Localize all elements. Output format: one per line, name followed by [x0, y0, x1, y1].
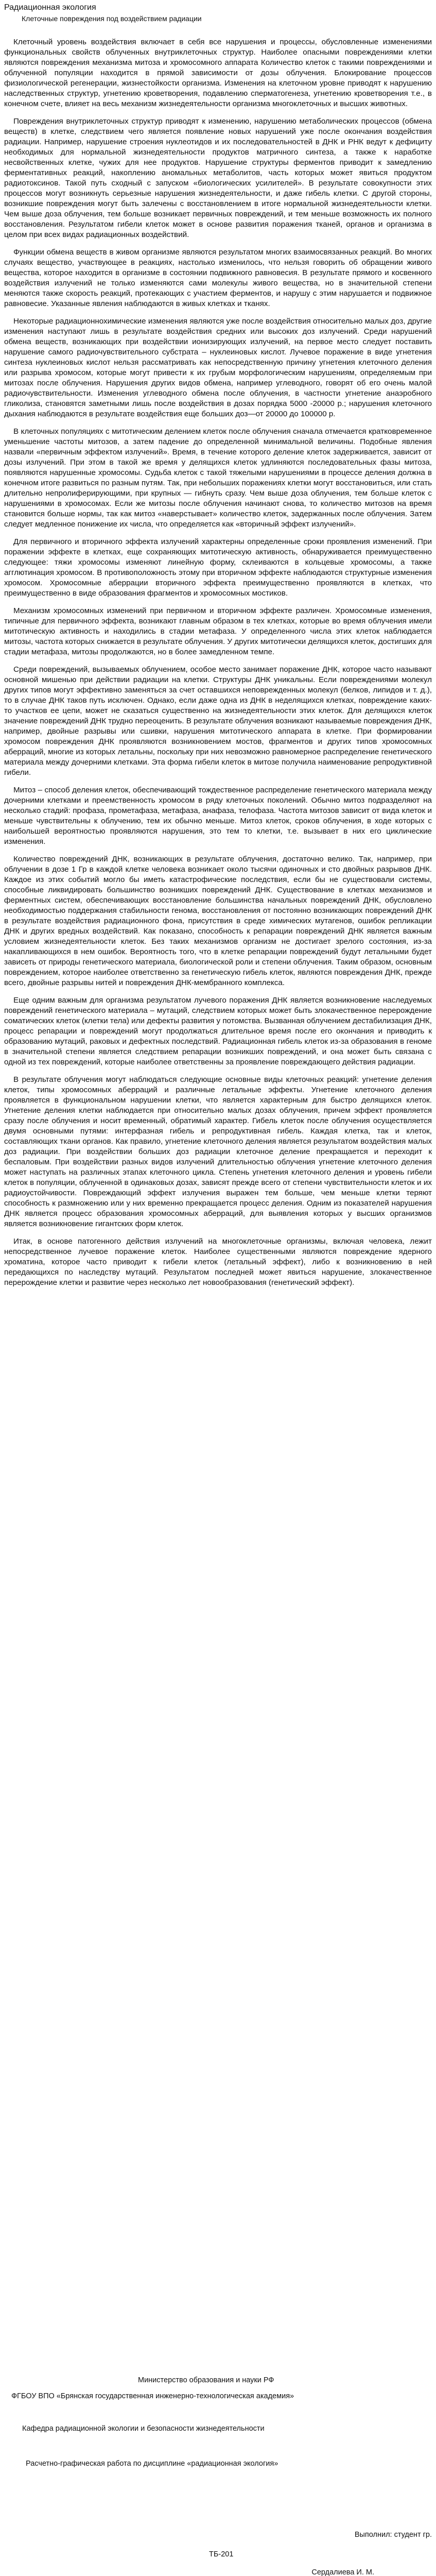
paragraph: Количество повреждений ДНК, возникающих в результате облучения, достаточно велико. Так, например, при облучении в дозе 1 Гр в каждой клетке человека возникает около тысячи одиночных и сто двойных разрывов ДНК. Каждое из этих событий могло бы иметь катастрофические последствия, если бы не существовали системы, способные ликвидировать большинство возникших повреждений ДНК. Существование в клетках механизмов и ферментных систем, обеспечивающих восстановление большинства начальных повреждений ДНК, обусловлено необходимостью поддержания стабильности генома, восстановления от постоянно возникающих повреждений ДНК в результате воздействия радиационного фона, присутствия в среде химических мутагенов, ошибок репликации ДНК и других вредных воздействий. Как показано, способность к репарации повреждений ДНК является важным условием жизнедеятельности клеток. Без таких механизмов организм не достигает зрелого состояния, из-за накапливающихся в нем ошибок. Вероятность того, что в клетке репарации повреждений будут летальными будет зависеть от природы генетического материала, биологической роли и степени облучения. Таким образом, основным повреждением, которое наиболее ответственно за генетическую гибель клеток, являются повреждения ДНК, прежде всего, двойные разрывы нитей и повреждения ДНК-мембранного комплекса. — [4, 855, 432, 987]
paragraph: Механизм хромосомных изменений при первичном и вторичном эффекте различен. Хромосомные изменения, типичные для первичного эффекта, возникают главным образом в тех клетках, которые во время облучения имели митотическую активность и находились в стадии метафаза. У определенного числа этих клеток наблюдается митозы, частота которых снижается в результате облучения. У других митотически делящихся клеток, достигших для стадии метафаза, митозы продолжаются, но в более замедленном темпе. — [4, 606, 432, 656]
paragraph: Среди повреждений, вызываемых облучением, особое место занимает поражение ДНК, которое часто называют основной мишенью при действии радиации на клетки. Структуры ДНК уникальны. Если повреждениями молекул других типов могут эффективно заменяться за счет оставшихся неповрежденных молекул (белков, липидов и т. д.), то в случае ДНК таков путь исключен. Однако, если даже одна из ДНК в неделящихся клетках, повреждение каких-то участков ее цепи, может не сказаться существенно на жизнедеятельности этих клеток. Для делящихся клеток значение повреждений ДНК трудно переоценить. В результате облучения возникают называемые повреждения ДНК, например, двойные разрывы или сшивки, нарушения митотического аппарата в клетке. При формировании хромосом повреждения ДНК проявляются возникновением мостов, фрагментов и других типов хромосомных аберраций, многие из которых летальны, поскольку при них невозможно равномерное распределение генетического материала между дочерними клетками. Эта форма гибели клеток в митозе получила наименование репродуктивной гибели. — [4, 665, 432, 777]
paragraph: Митоз – способ деления клеток, обеспечивающий тождественное распределение генетического материала между дочерними клетками и преемственность хромосом в ряду клеточных поколений. Обычно митоз подразделяют на несколько стадий: профаза, прометафаза, метафаза, анафаза, телофаза. Частота митозов зависит от вида клеток и меньше чувствительны к облучению, тем их обычно меньше. Митоз клеток, сроков облучения, в ходе которых с наибольшей вероятностью проявляются нарушения, это тем то клетки, т.е. вызывает в них его циклические изменения. — [4, 786, 432, 846]
student-name: Сердалиева И. М. — [311, 2568, 374, 2576]
body-text — [4, 37, 432, 1288]
ministry-line: Министерство образования и науки РФ — [138, 2376, 274, 2384]
paragraph: Для первичного и вторичного эффекта излучений характерны определенные сроки проявления изменений. При поражении эффекте в клетках, еще сохраняющих митотическую активность, обнаруживается преимущественно следующее: тяжи хромосомы изменяют линейную форму, склеиваются в кольцевые хромосомы, а также агглютинация хромосом. В противоположность этому при вторичном эффекте наблюдаются структурные изменения хромосом. Хромосомные аберрации вторичного эффекта преимущественно проявляются в клетках, что преимущественно в виде образования фрагментов и хромосомных мостиков. — [4, 537, 432, 598]
paragraph: Итак, в основе патогенного действия излучений на многоклеточные организмы, включая человека, лежит непосредственное лучевое поражение клеток. Наиболее существенными являются повреждение ядерного хроматина, которое часто приводит к гибели клеток (летальный эффект), либо к возникновению в ней передающихся по наследству мутаций. Результатом последней может явиться нарушение, злокачественное перерождение клетки и развитие через несколько лет новообразования (генетический эффект). — [4, 1237, 432, 1287]
student-group: ТБ-201 — [209, 2550, 234, 2558]
document-title: Радиационная экология — [4, 3, 96, 12]
paragraph: Некоторые радиационнохимические изменения являются уже после воздействия относительно малых доз, другие изменения наступают лишь в результате воздействия средних или высоких доз излучений. Среди нарушений обмена веществ, возникающих при воздействии ионизирующих излучений, на первое место следует поставить нарушение самого радиочувствительного субстрата – нуклеиновых кислот. Лучевое поражение в виде угнетения синтеза нуклеиновых кислот нельзя рассматривать как непосредственную причину угнетения клеточного деления или разрыва хромосом, которые могут привести к их грубым морфологическим нарушениям, определяемым при митозах после облучения. Нарушения других видов обмена, например углеводного, говорят об его очень малой радиочувствительности. Изменения углеводного обмена после облучения, в частности угнетение анаэробного гликолиза, становятся заметными лишь после воздействия в дозах порядка 5000 -20000 р.; нарушения клеточного дыхания наблюдаются в результате воздействия еще больших доз—от 20000 до 100000 р. — [4, 317, 432, 418]
university-line: ФГБОУ ВПО «Брянская государственная инженерно-технологическая академия» — [11, 2392, 294, 2400]
completed-by-label: Выполнил: студент гр. — [354, 2531, 432, 2539]
paragraph: Еще одним важным для организма результатом лучевого поражения ДНК является возникновение наследуемых повреждений генетического материала – мутаций, следствием которых может быть злокачественное перерождение соматических клеток (клетки тела) или дефекты развития у потомства. Вызванная облучением дестабилизация ДНК, процесс репарации и повреждений могут продолжаться длительное время после его окончания и приводить к образованию мутаций, раковых и дефектных последствий. Радиационная гибель клеток из-за образования в геноме в значительной степени является следствием репарации возникших повреждений, и она может быть связана с одной из тех повреждений, которые наиболее ответственны за проявление повреждающего действия радиации. — [4, 996, 432, 1066]
work-title-line: Расчетно-графическая работа по дисциплине «радиационная экология» — [26, 2460, 278, 2468]
paragraph: В результате облучения могут наблюдаться следующие основные виды клеточных реакций: угнетение деления клеток, типы хромосомных аберраций и различные летальные эффекты. Угнетение клеточного деления проявляется в функциональном нарушении клетки, что является характерным для быстро делящихся клеток. Угнетение деления клетки наблюдается при относительно малых дозах облучения, причем эффект проявляется сразу после облучения и носит временный, обратимый характер. Гибель клеток после облучения осуществляется двумя основными путями: интерфазная гибель и репродуктивная гибель. Каждая клетка, так и клеток, составляющих ткани органов. Как правило, угнетение клеточного деления является результатом воздействия малых доз радиации. При воздействии больших доз радиации клеточное деление прекращается и переходит к беспаловым. При воздействии разных видов излучений длительностью облучения угнетение клеточного деления может наступать на различных этапах клеточного цикла. Степень угнетения клеточного деления и уровень гибели клеток в популяции, облученной в одинаковых дозах, зависят прежде всего от степени чувствительности клеток и их радиоустойчивости. Повреждающий эффект излучения выражен тем больше, чем меньше клетки теряют способность к размножению или у них временно прекращается процесс деления. Одним из показателей нарушения ДНК является процесс образования хромосомных аберраций, для выявления которых у высших организмов является возникновение гигантских форм клеток. — [4, 1075, 432, 1228]
paragraph: Клеточный уровень воздействия включает в себя все нарушения и процессы, обусловленные изменениями функциональных свойств облученных внутриклеточных структур. Наиболее опасными повреждениями клетки являются повреждения механизма митоза и хромосомного аппарата Количество клеток с такими повреждениями и облученной популяции находится в прямой зависимости от дозы облучения. Блокирование процессов физиологической регенерации, жизнестойкости организма. Изменения на клеточном уровне приводят к нарушению наследственных структур, угнетению кроветворения, подавлению сперматогенеза, угнетению кроветворения т.е., в конечном счете, влияет на весь механизм жизнедеятельности организма многоклеточных и высших животных. — [4, 38, 432, 108]
department-line: Кафедра радиационной экологии и безопасности жизнедеятельности — [22, 2425, 265, 2433]
paragraph: Повреждения внутриклеточных структур приводят к изменению, нарушению метаболических процессов (обмена веществ) в клетке, следствием чего является появление новых нарушений уже после окончания воздействия радиации. Например, нарушение строения нуклеотидов и их последовательностей в ДНК и РНК ведут к дефициту необходимых для нормальной жизнедеятельности продуктов матричного синтеза, а также к наработке несвойственных клетке, чужих для нее продуктов. Нарушение структуры ферментов приводит к замедлению ферментативных реакций, накоплению аномальных метаболитов, часть которых может явиться продуктом радиотоксинов. Такой путь сходный с запуском «биологических усилителей». В результате совокупности этих процессов могут возникнуть серьезные нарушения жизнедеятельности, и даже гибель клетки. С другой стороны, возникшие повреждения могут быть залечены с восстановлением в итоге нормальной жизнедеятельности клетки. Чем выше доза облучения, тем больше возникает первичных повреждений, и тем меньше возможность их полного восстановления. Результатом гибели клеток может в основе развития поражения тканей, органов и организма в целом при всех видах радиационных воздействий. — [4, 117, 432, 239]
document-subtitle: Клеточные повреждения под воздействием радиации — [22, 14, 202, 23]
paragraph: В клеточных популяциях с митотическим делением клеток после облучения сначала отмечается кратковременное уменьшение частоты митозов, а затем падение до определенной минимальной величины. Подобные явления назвали «первичным эффектом излучений». Время, в течение которого деление клеток задерживается, зависит от дозы излучений. При этом в такой же время у делящихся клеток удлиняются последовательных фазы митоза, появляются нарушенные хромосомы. Судьба клеток с такой тяжелыми нарушениями в процессе деления должна в конечном итоге развиться по разным путям. Так, при небольших поражениях клетки могут восстановиться, или стать длительно непролиферирующими, при крупных — гибнуть сразу. Чем выше доза облучения, тем больше клеток с нарушениями в хромосомах. Если же митозы после облучения начинают снова, то количество митозов на время становится больше нормы, так как митоз «наверстывает» количество клеток, задержанных после облучения. Затем следует медленное понижение их числа, что определяется как «вторичный эффект излучений». — [4, 427, 432, 529]
paragraph: Функции обмена веществ в живом организме являются результатом многих взаимосвязанных реакций. Во многих случаях вещество, участвующее в реакциях, настолько изменилось, что нельзя говорить об обращении живого вещества, которое находится в организме в состоянии подвижного равновесия. В результате прямого и косвенного воздействия излучений не только изменяются сами молекулы живого вещества, но в значительной степени меняются также скорость реакций, протекающих с участием ферментов, и нарушу с этим нарушается и подвижное равновесие. Указанные явления наблюдаются в живых клетках и тканях. — [4, 248, 432, 308]
